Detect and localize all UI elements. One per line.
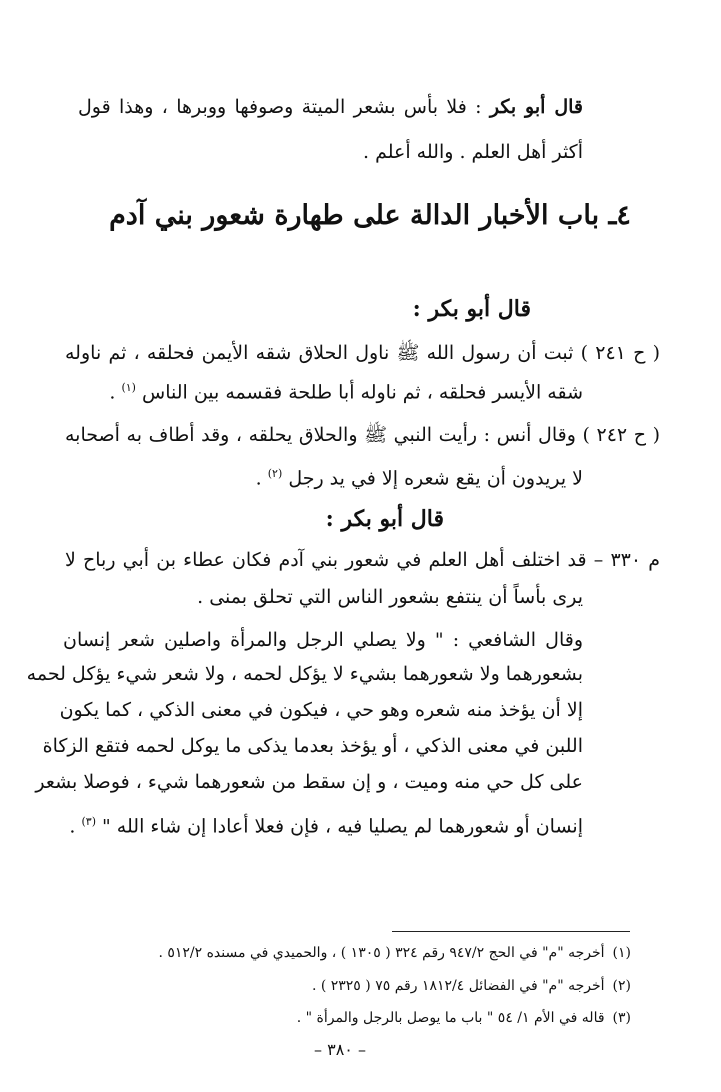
footnote-1 [158, 942, 631, 964]
shafii-line-3: إلا أن يؤخذ منه شعره وهو حي ، فيكون في معنى الذكي ، كما يكون [59, 699, 583, 721]
shafii-end: . [69, 815, 76, 838]
section-heading-1: قال أبو بكر : [412, 296, 531, 322]
hadith-242-line-1: ( ح ٢٤٢ ) وقال أنس : رأيت النبي ﷺ والحلاق يحلقه ، وقد أطاف به أصحابه [65, 424, 660, 446]
hadith-242-line-2-text: لا يريدون أن يقع شعره إلا في يد رجل [288, 467, 583, 490]
shafii-line-1: وقال الشافعي : " ولا يصلي الرجل والمرأة واصلين شعر إنسان [63, 629, 583, 651]
hadith-242-line-2 [256, 459, 583, 493]
page-number: – ٣٨٠ – [314, 1040, 366, 1059]
footnote-3-text: قاله في الأم ١/ ٥٤ " باب ما يوصل بالرجل والمرأة " . [296, 1010, 605, 1026]
hadith-241-line-1: ( ح ٢٤١ ) ثبت أن رسول الله ﷺ ناول الحلاق شقه الأيمن فحلقه ، ثم ناوله [65, 342, 660, 364]
shafii-line-6-text: إنسان أو شعورهما لم يصليا فيه ، فإن فعلا أعادا إن شاء الله " [102, 815, 583, 838]
section-heading-2: قال أبو بكر : [325, 506, 444, 532]
footnote-3 [297, 1007, 631, 1029]
chapter-title: ٤ـ باب الأخبار الدالة على طهارة شعور بني آدم [109, 200, 631, 231]
hadith-241-end: . [109, 381, 116, 404]
footnote-1-number: (١) [612, 945, 631, 961]
footnote-separator [392, 931, 630, 932]
footnote-ref-2: (٢) [267, 467, 283, 480]
footnote-1-text: أخرجه "م" في الحج ٩٤٧/٢ رقم ٣٢٤ ( ١٣٠٥ ) ، والحميدي في مسنده ٥١٢/٢ . [158, 945, 605, 961]
hadith-241-line-2-text: شقه الأيسر فحلقه ، ثم ناوله أبا طلحة فقسمه بين الناس [142, 381, 583, 404]
shafii-line-6 [69, 807, 583, 841]
footnote-2-text: أخرجه "م" في الفضائل ١٨١٢/٤ رقم ٧٥ ( ٢٣٢٥ ) . [311, 978, 605, 994]
hadith-242-end: . [255, 467, 262, 490]
shafii-line-5: على كل حي منه وميت ، و إن سقط من شعورهما شيء ، فوصلا بشعر [35, 771, 583, 793]
masala-330-line-1: م ٣٣٠ – قد اختلف أهل العلم في شعور بني آدم فكان عطاء بن أبي رباح لا [65, 549, 660, 571]
intro-line-1-text: : فلا بأس بشعر الميتة وصوفها ووبرها ، وهذا قول [78, 96, 482, 118]
footnote-2-number: (٢) [612, 978, 631, 994]
shafii-line-2: بشعورهما ولا شعورهما بشيء لا يؤكل لحمه ، ولا شعر شيء يؤكل لحمه [26, 663, 583, 685]
footnote-ref-3: (٣) [81, 815, 96, 828]
footnote-ref-1: (١) [121, 381, 136, 394]
hadith-241-line-2 [109, 373, 583, 407]
intro-line-1 [78, 92, 583, 122]
speaker-label: قال أبو بكر [489, 96, 583, 118]
footnote-3-number: (٣) [612, 1010, 631, 1026]
footnote-2 [312, 975, 631, 997]
masala-330-line-2: يرى بأساً أن ينتفع بشعور الناس التي تحلق بمنى . [197, 586, 583, 608]
intro-line-2: أكثر أهل العلم . والله أعلم . [363, 141, 583, 163]
shafii-line-4: اللبن في معنى الذكي ، أو يؤخذ بعدما يذكى ما يوكل لحمه فتقع الزكاة [42, 735, 583, 757]
